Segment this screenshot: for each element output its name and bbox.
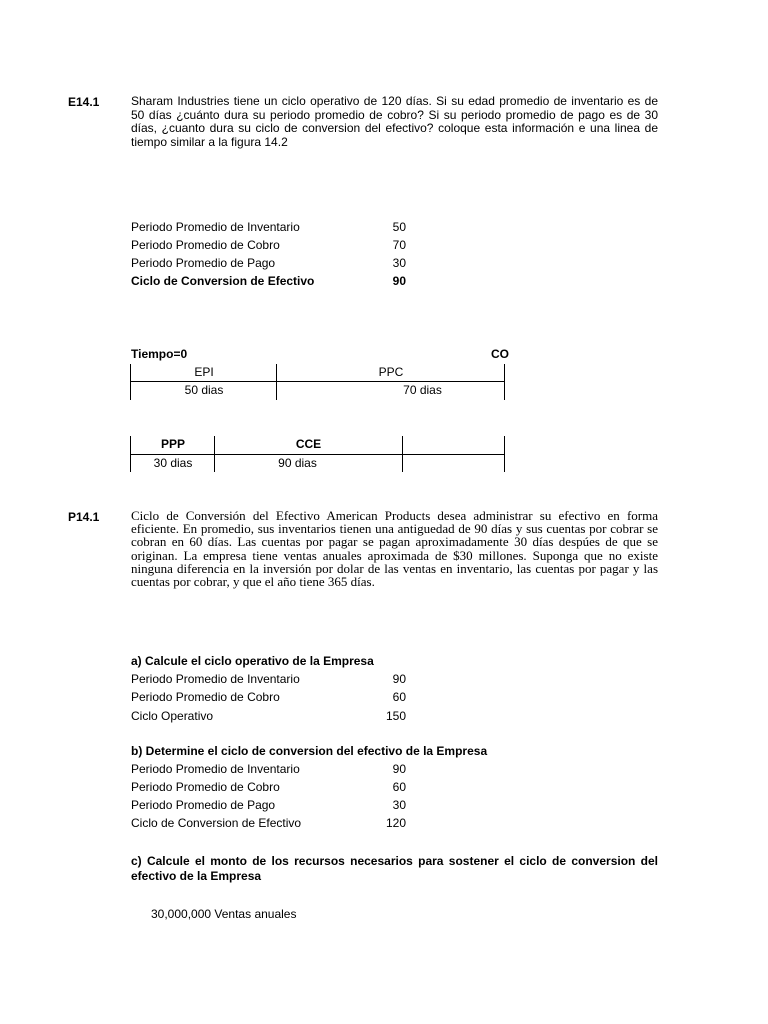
row-label: Periodo Promedio de Pago — [131, 798, 276, 812]
row-value: 60 — [392, 780, 406, 794]
b-row-cce — [131, 816, 406, 834]
a-row-ciclo-operativo — [131, 709, 406, 727]
timeline-axis — [130, 381, 505, 382]
b-row-cobro — [131, 780, 406, 798]
row-value: 150 — [385, 709, 406, 723]
row-value: 30 — [392, 798, 406, 812]
row-value: 90 — [392, 274, 406, 288]
row-label: Periodo Promedio de Cobro — [131, 780, 280, 794]
row-value: 60 — [392, 690, 406, 704]
row-label: Ciclo de Conversion de Efectivo — [131, 274, 315, 288]
row-value: 90 — [392, 672, 406, 686]
e14-row-cobro — [131, 238, 406, 256]
sales-value: 30,000,000 — [151, 907, 212, 921]
b-row-inventario — [131, 762, 406, 780]
timeline-start-label: Tiempo=0 — [131, 347, 188, 361]
timeline-ppp-days: 30 dias — [153, 456, 193, 470]
section-a-title: a) Calcule el ciclo operativo de la Empresa — [131, 654, 374, 668]
problem-text-p14-1: Ciclo de Conversión del Efectivo American Products desea administrar su efectivo en forma eficiente. En promedio, sus inventarios tienen una antiguedad de 90 días y sus cuentas por cobrar se cobran en 60 días. Las cuentas por pagar se pagan aproximadamente 30 días despúes de que se originan. La empresa tiene ventas anuales aproximada de $30 millones. Suponga que no existe ninguna diferencia en la inversión por dolar de las ventas en inventario, las cuentas por pagar y las cuentas por cobrar, y que el año tiene 365 días. — [131, 508, 658, 590]
section-c-title: c) Calcule el monto de los recursos necesarios para sostener el ciclo de conversion del efectivo de la Empresa — [131, 854, 658, 883]
row-label: Periodo Promedio de Inventario — [131, 762, 300, 776]
e14-row-cce — [131, 274, 406, 292]
row-label: Periodo Promedio de Inventario — [131, 220, 300, 234]
row-value: 90 — [392, 762, 406, 776]
timeline-end-label: CO — [491, 347, 509, 361]
timeline-cce-days: 90 dias — [278, 456, 317, 470]
exercise-text-e14-1: Sharam Industries tiene un ciclo operativo de 120 días. Si su edad promedio de inventario es de 50 días ¿cuánto dura su periodo promedio de cobro? Si su periodo promedio de pago es de 30 días, ¿cuanto dura su ciclo de conversion del efectivo? coloque esta información e una linea de tiempo similar a la figura 14.2 — [131, 94, 658, 149]
row-label: Periodo Promedio de Inventario — [131, 672, 300, 686]
timeline-ppc-days: 70 dias — [403, 383, 442, 397]
a-row-inventario — [131, 672, 406, 690]
row-label: Periodo Promedio de Cobro — [131, 238, 280, 252]
row-label: Ciclo de Conversion de Efectivo — [131, 816, 302, 830]
row-value: 70 — [392, 238, 406, 252]
row-value: 50 — [392, 220, 406, 234]
timeline-axis — [130, 454, 505, 455]
b-row-pago — [131, 798, 406, 816]
sales-label: Ventas anuales — [214, 907, 297, 921]
timeline-epi-days: 50 dias — [184, 383, 224, 397]
section-b-title: b) Determine el ciclo de conversion del efectivo de la Empresa — [131, 744, 488, 758]
row-label: Ciclo Operativo — [131, 709, 214, 723]
e14-row-inventario — [131, 220, 406, 238]
row-label: Periodo Promedio de Pago — [131, 256, 276, 270]
sales-line — [151, 907, 296, 921]
problem-label-p14-1: P14.1 — [68, 510, 100, 524]
row-value: 120 — [385, 816, 406, 830]
exercise-label-e14-1: E14.1 — [68, 95, 100, 109]
row-value: 30 — [392, 256, 406, 270]
timeline-cce-label: CCE — [295, 437, 322, 451]
a-row-cobro — [131, 690, 406, 708]
timeline-epi-label: EPI — [194, 365, 214, 379]
row-label: Periodo Promedio de Cobro — [131, 690, 280, 704]
timeline-ppc-label: PPC — [378, 365, 404, 379]
timeline-ppp-label: PPP — [160, 437, 185, 451]
e14-row-pago — [131, 256, 406, 274]
